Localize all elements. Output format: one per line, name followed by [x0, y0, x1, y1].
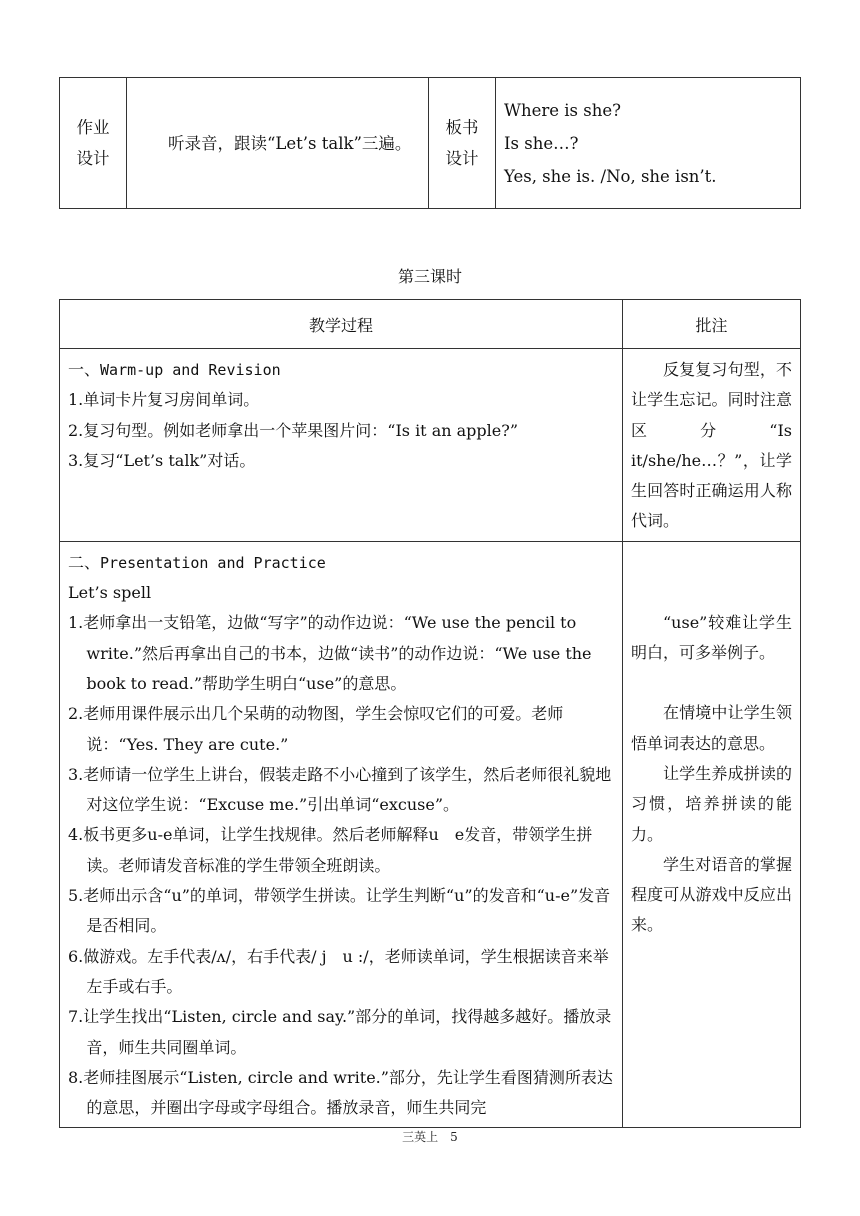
list-item: 7.让学生找出“Listen, circle and say.”部分的单词，找得越多越好。播放录音，师生共同圈单词。	[68, 1007, 612, 1057]
note-text: 在情境中让学生领悟单词表达的意思。	[631, 703, 792, 753]
homework-label-line1: 作业	[76, 118, 110, 137]
list-item: 4.板书更多u-e单词，让学生找规律。然后老师解释u e发音，带领学生拼读。老师请发音标准的学生带领全班朗读。	[68, 825, 593, 875]
list-item: 2.老师用课件展示出几个呆萌的动物图，学生会惊叹它们的可爱。老师说：“Yes. They are cute.”	[68, 704, 564, 754]
teaching-process-table	[59, 299, 801, 1128]
header-process: 教学过程	[60, 300, 623, 349]
homework-text: 听录音，跟读“Let’s talk”三遍。	[127, 78, 429, 209]
board-label	[429, 78, 496, 209]
list-item: 3.复习“Let’s talk”对话。	[68, 450, 256, 470]
section2-heading-num: 二、	[68, 552, 101, 572]
header-notes: 批注	[623, 300, 801, 349]
note-text: “use”较难让学生明白，可多举例子。	[631, 612, 792, 663]
homework-label	[60, 78, 127, 209]
board-content	[496, 78, 801, 209]
lesson-title: 第三课时	[397, 267, 462, 286]
list-item: 2.复习句型。例如老师拿出一个苹果图片问：“Is it an apple?”	[68, 420, 518, 440]
section1-heading-text: Warm-up and Revision	[100, 361, 281, 379]
board-label-line1: 板书	[445, 118, 479, 137]
board-label-line2: 设计	[445, 149, 479, 168]
list-item: 5.老师出示含“u”的单词，带领学生拼读。让学生判断“u”的发音和“u-e”发音是否相同。	[68, 886, 611, 936]
homework-board-table	[59, 77, 801, 209]
page-footer: 三英上 5	[402, 1130, 458, 1144]
section2-process	[60, 541, 623, 1128]
note-text: 让学生养成拼读的习惯，培养拼读的能力。	[631, 763, 792, 844]
list-item: 3.老师请一位学生上讲台，假装走路不小心撞到了该学生，然后老师很礼貌地对这位学生说：“Excuse me.”引出单词“excuse”。	[68, 764, 612, 815]
homework-label-line2: 设计	[76, 149, 110, 168]
list-item: 8.老师挂图展示“Listen, circle and write.”部分，先让学生看图猜测所表达的意思，并圈出字母或字母组合。播放录音，师生共同完	[68, 1067, 613, 1118]
section1-heading-num: 一、	[68, 360, 101, 379]
section1-heading	[68, 355, 616, 385]
section2-heading-text: Presentation and Practice	[100, 553, 326, 572]
section2-heading	[68, 548, 616, 578]
section2-notes	[623, 541, 801, 1128]
section1-process	[60, 349, 623, 542]
list-item: 1.老师拿出一支铅笔，边做“写字”的动作边说：“We use the pencil to write.”然后再拿出自己的书本，边做“读书”的动作边说：“We use the book to read.”帮助学生明白“use”的意思。	[68, 613, 592, 693]
section1-note	[623, 349, 801, 542]
board-line: Yes, she is. /No, she isn’t.	[504, 166, 717, 186]
note-text: 反复复习句型，不让学生忘记。同时注意区分“Is it/she/he…？”，让学生回答时正确运用人称代词。	[631, 360, 792, 531]
list-item: 6.做游戏。左手代表/ʌ/，右手代表/ j u :/，老师读单词，学生根据读音来举左手或右手。	[68, 946, 609, 996]
list-item: 1.单词卡片复习房间单词。	[68, 390, 260, 410]
board-line: Is she…?	[504, 133, 579, 153]
board-line: Where is she?	[504, 100, 621, 120]
section2-subheading: Let’s spell	[68, 583, 152, 603]
note-text: 学生对语音的掌握程度可从游戏中反应出来。	[631, 854, 792, 935]
